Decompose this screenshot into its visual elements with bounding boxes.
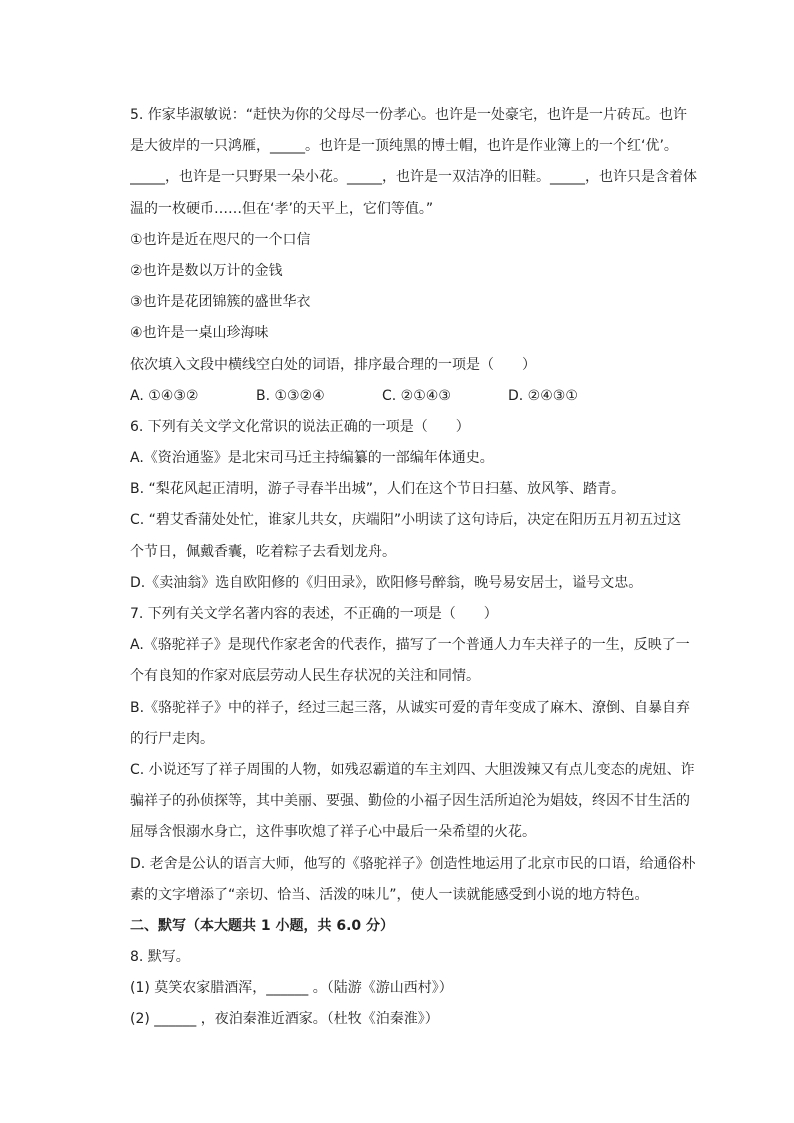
q5-item: ②也许是数以万计的金钱 [130,262,283,279]
q7-line: 屈辱含恨溺水身亡，这件事吹熄了祥子心中最后一朵希望的火花。 [130,824,536,841]
q7-line: 的行尸走肉。 [130,730,214,747]
q5-line: 是大彼岸的一只鸿雁，_____。也许是一顶纯黑的博士帽，也许是作业簿上的一个红‘优’。 [130,138,678,155]
option-c: C. ②①④③ [382,387,451,404]
q8-line: (2) ______ ，夜泊秦淮近酒家。（杜牧《泊秦淮》） [130,1011,439,1028]
question-5 [130,100,700,412]
q5-options [130,381,700,412]
q6-line: C. “碧艾香蒲处处忙，谁家儿共女，庆端阳”小明读了这句诗后，决定在阳历五月初五过这 [130,512,682,529]
q5-line: 温的一枚硬币……但在‘孝’的天平上，它们等值。” [130,200,434,217]
question-6 [130,412,700,599]
q5-item: ①也许是近在咫尺的一个口信 [130,231,311,248]
option-d: D. ②④③① [508,387,578,404]
q8-stem: 8. 默写。 [130,949,190,966]
q7-stem: 7. 下列有关文学名著内容的表述，不正确的一项是（ ） [130,606,498,622]
q7-line: A.《骆驼祥子》是现代作家老舍的代表作，描写了一个普通人力车夫祥子的一生，反映了一 [130,637,690,654]
question-7 [130,599,700,911]
question-8 [130,942,700,1036]
option-b: B. ①③②④ [256,387,325,404]
q5-line: _____，也许是一只野果一朵小花。_____，也许是一双洁净的旧鞋。_____，也许只是含着体 [130,169,697,186]
q7-line: B.《骆驼祥子》中的祥子，经过三起三落，从诚实可爱的青年变成了麻木、潦倒、自暴自弃 [130,699,691,716]
q5-item: ③也许是花团锦簇的盛世华衣 [130,294,311,311]
q7-line: C. 小说还写了祥子周围的人物，如残忍霸道的车主刘四、大胆泼辣又有点儿变态的虎妞、诈 [130,761,695,778]
q6-line: D.《卖油翁》选自欧阳修的《归田录》，欧阳修号醉翁，晚号易安居士，谥号文忠。 [130,574,643,591]
q5-line: 5. 作家毕淑敏说：“赶快为你的父母尽一份孝心。也许是一处豪宅，也许是一片砖瓦。也许 [130,107,688,123]
q6-line: B. “梨花风起正清明，游子寻春半出城”，人们在这个节日扫墓、放风筝、踏青。 [130,481,626,498]
option-a: A. ①④③② [130,387,199,404]
q5-prompt: 依次填入文段中横线空白处的词语，排序最合理的一项是（ ） [130,356,536,373]
q5-item: ④也许是一桌山珍海味 [130,325,269,342]
q6-stem: 6. 下列有关文学文化常识的说法正确的一项是（ ） [130,418,470,435]
q7-line: 素的文字增添了“亲切、恰当、活泼的味儿”，使人一读就能感受到小说的地方特色。 [130,886,649,903]
q6-line: 个节日，佩戴香囊，吃着粽子去看划龙舟。 [130,543,396,560]
section-heading: 二、默写（本大题共 1 小题，共 6.0 分） [130,917,395,934]
q6-line: A.《资治通鉴》是北宋司马迁主持编纂的一部编年体通史。 [130,450,494,467]
q7-line: 个有良知的作家对底层劳动人民生存状况的关注和同情。 [130,668,480,685]
q7-line: 骗祥子的孙侦探等，其中美丽、要强、勤俭的小福子因生活所迫沦为娼妓，终因不甘生活的 [130,793,690,810]
page-content [130,100,700,1036]
q8-line: (1) 莫笑农家腊酒浑，______ 。（陆游《游山西村》） [130,980,453,997]
q7-line: D. 老舍是公认的语言大师，他写的《骆驼祥子》创造性地运用了北京市民的口语，给通俗朴 [130,855,696,872]
